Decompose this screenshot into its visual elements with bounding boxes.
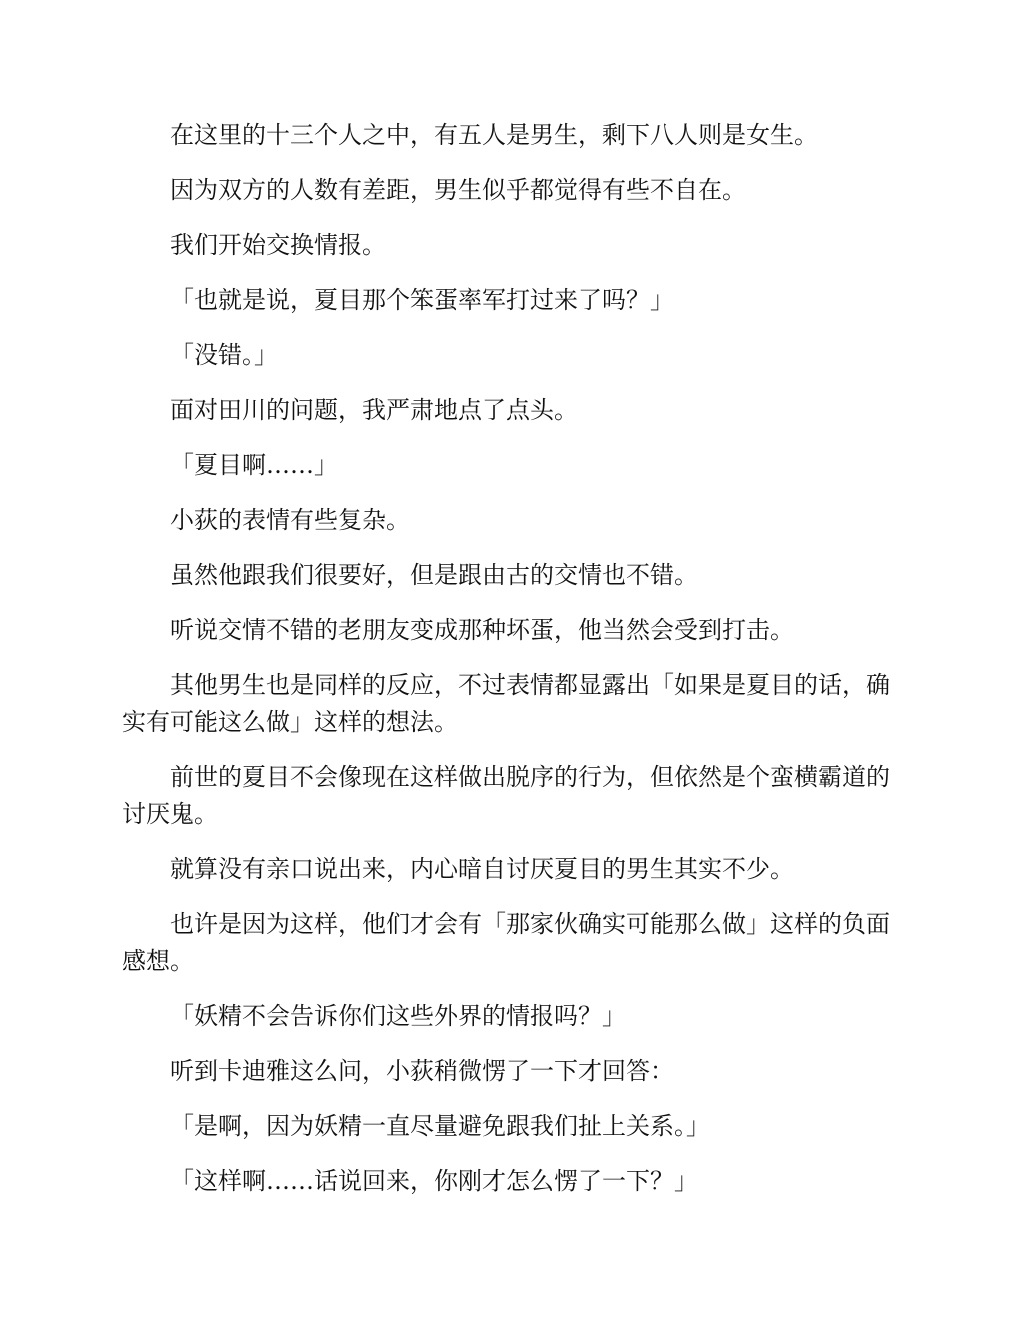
paragraph: 「也就是说，夏目那个笨蛋率军打过来了吗？」	[170, 286, 674, 314]
paragraph: 小荻的表情有些复杂。	[170, 506, 410, 534]
paragraph: 前世的夏目不会像现在这样做出脱序的行为，但依然是个蛮横霸道的讨厌鬼。	[122, 763, 890, 828]
paragraph: 就算没有亲口说出来，内心暗自讨厌夏目的男生其实不少。	[170, 855, 794, 883]
paragraph: 其他男生也是同样的反应，不过表情都显露出「如果是夏目的话，确实有可能这么做」这样的想法。	[122, 671, 890, 736]
paragraph: 「是啊，因为妖精一直尽量避免跟我们扯上关系。」	[170, 1112, 710, 1140]
paragraph: 面对田川的问题，我严肃地点了点头。	[170, 396, 578, 424]
paragraph: 「妖精不会告诉你们这些外界的情报吗？」	[170, 1002, 626, 1030]
document-page	[122, 117, 902, 1218]
paragraph: 听说交情不错的老朋友变成那种坏蛋，他当然会受到打击。	[170, 616, 794, 644]
paragraph: 虽然他跟我们很要好，但是跟由古的交情也不错。	[170, 561, 698, 589]
paragraph: 也许是因为这样，他们才会有「那家伙确实可能那么做」这样的负面感想。	[122, 910, 890, 975]
paragraph: 听到卡迪雅这么问，小荻稍微愣了一下才回答：	[170, 1057, 674, 1085]
paragraph: 「夏目啊……」	[170, 451, 338, 479]
paragraph: 「这样啊……话说回来，你刚才怎么愣了一下？」	[170, 1167, 698, 1195]
paragraph: 因为双方的人数有差距，男生似乎都觉得有些不自在。	[170, 176, 746, 204]
paragraph: 我们开始交换情报。	[170, 231, 386, 259]
paragraph: 「没错。」	[170, 341, 278, 369]
paragraph: 在这里的十三个人之中，有五人是男生，剩下八人则是女生。	[170, 121, 818, 149]
